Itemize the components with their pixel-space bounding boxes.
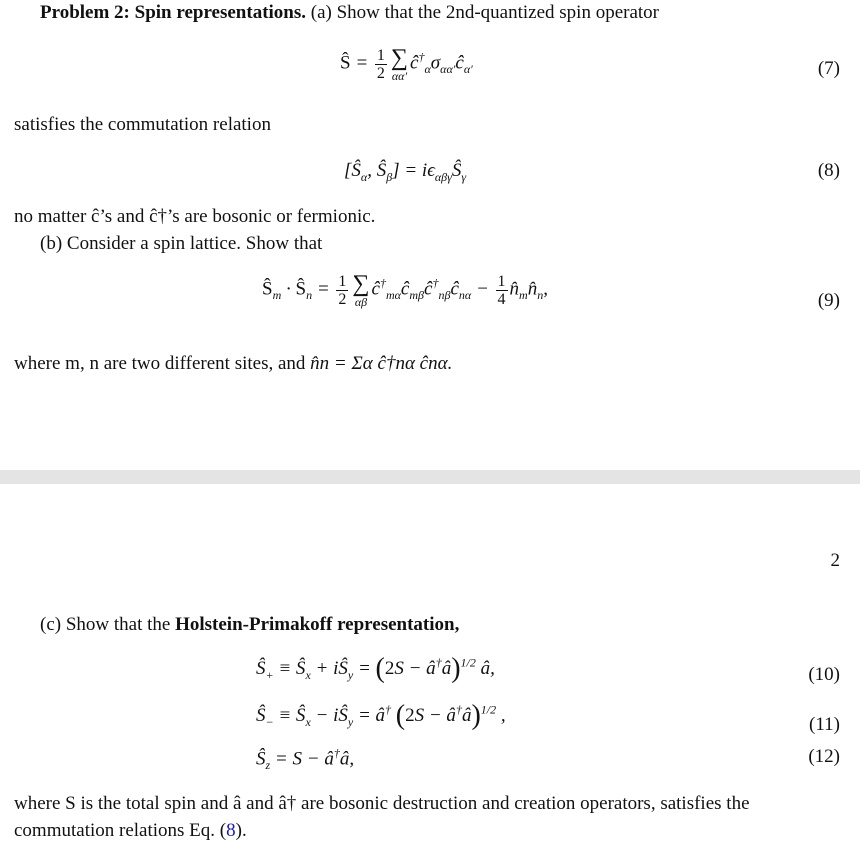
equation-11: $Ŝ_-$ ≡ $Ŝ_x$ − $iŜ_y$ = â† (2S − â†â)$^{1/2}$ ,: [256, 700, 506, 731]
part-b-intro: (b) Consider a spin lattice. Show that: [40, 233, 323, 254]
part-c-intro-prefix: (c) Show that the: [40, 614, 176, 635]
closing-suffix: ).: [235, 820, 247, 841]
satisfies-text: satisfies the commutation relation: [14, 114, 271, 135]
equation-8-reference-link[interactable]: 8: [226, 820, 236, 841]
page-divider: [0, 470, 860, 484]
equation-7: Ŝ = $\frac{1}{2}$ ∑ αα′ $ĉ^\dagger_\alpha\sigma_{\alpha\alpha'}ĉ_{\alpha'}$: [340, 45, 473, 83]
equation-10: $Ŝ_+$ ≡ $Ŝ_x$ + $iŜ_y = (2S$ − â†â)$^{1/2}$ â,: [256, 653, 495, 684]
part-c-intro-bold: Holstein-Primakoff representation,: [175, 614, 460, 635]
part-c-intro: [40, 614, 459, 636]
nhat-definition: n̂n = Σα ĉ†nα ĉnα.: [310, 353, 453, 374]
page-number: 2: [830, 550, 840, 571]
where-line: [14, 353, 452, 375]
equation-11-number: (11): [809, 714, 840, 735]
closing-prefix: commutation relations Eq. (: [14, 820, 227, 841]
problem-heading: Problem 2: Spin representations.: [40, 2, 307, 23]
equation-8: [$Ŝ_\alpha$, $Ŝ_\beta$] = $i\epsilon_{\alpha\beta\gamma}Ŝ_\gamma$: [344, 160, 467, 184]
equation-10-number: (10): [808, 664, 840, 685]
equation-9: $Ŝ_m$ · $Ŝ_n$ = $\frac{1}{2}$ ∑ αβ $ĉ^\dagger_{m\alpha}ĉ_{m\beta}ĉ^\dagger_{n\beta}ĉ_{n\alpha}$ − $\frac{1}{4}$ $n̂_mn̂_n$,: [262, 271, 548, 309]
no-matter-text: no matter ĉ’s and ĉ†’s are bosonic or fermionic.: [14, 206, 376, 227]
equation-12: $Ŝ_z = S$ − â†â,: [256, 746, 355, 773]
problem-heading-line: [40, 2, 659, 24]
closing-line-2: [14, 820, 247, 842]
equation-9-number: (9): [817, 290, 840, 311]
equation-8-number: (8): [817, 160, 840, 181]
where-text: where m, n are two different sites, and: [14, 353, 306, 374]
equation-12-number: (12): [808, 746, 840, 767]
equation-7-number: (7): [817, 58, 840, 79]
part-a-intro: (a) Show that the 2nd-quantized spin operator: [310, 2, 659, 23]
closing-line-1: where S is the total spin and â and â† are bosonic destruction and creation operators, satisfies the: [14, 793, 750, 814]
